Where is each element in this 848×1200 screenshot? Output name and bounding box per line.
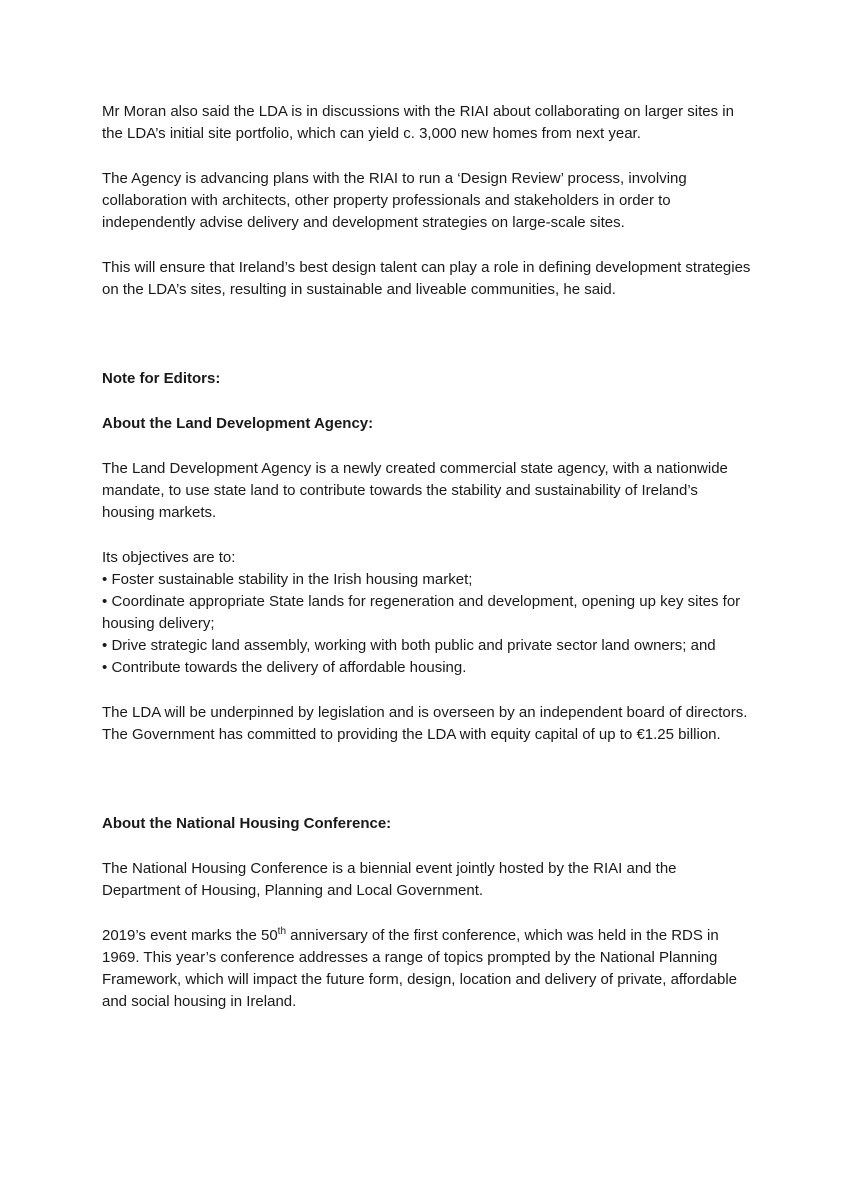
objectives-list — [102, 569, 752, 679]
list-item — [102, 591, 752, 635]
bullet-icon: • — [102, 593, 108, 610]
objective-text: Foster sustainable stability in the Irish housing market; — [111, 571, 473, 588]
bullet-icon: • — [102, 637, 108, 654]
list-item — [102, 657, 752, 679]
list-item — [102, 635, 752, 657]
ordinal-superscript: th — [277, 926, 287, 937]
objective-text: Coordinate appropriate State lands for regeneration and development, opening up key sites for housing delivery; — [102, 593, 741, 632]
anniversary-text-end: anniversary of the first conference, which was held in the RDS in 1969. This year’s conference addresses a range of topics prompted by the National Planning Framework, which will impact the future form, design, location and delivery of private, affordable and social housing in Ireland. — [102, 927, 738, 1010]
nhc-description-paragraph: The National Housing Conference is a biennial event jointly hosted by the RIAI and the Department of Housing, Planning and Local Government. — [102, 860, 677, 899]
intro-paragraph-1: Mr Moran also said the LDA is in discussions with the RIAI about collaborating on larger sites in the LDA’s initial site portfolio, which can yield c. 3,000 new homes from next year. — [102, 103, 734, 142]
editors-note-heading: Note for Editors: — [102, 370, 221, 387]
nhc-section-heading: About the National Housing Conference: — [102, 815, 392, 832]
anniversary-text-start: 2019’s event marks the 50 — [102, 927, 278, 944]
bullet-icon: • — [102, 571, 108, 588]
lda-section-heading: About the Land Development Agency: — [102, 415, 374, 432]
lda-description-paragraph: The Land Development Agency is a newly created commercial state agency, with a nationwide mandate, to use state land to contribute towards the stability and sustainability of Ireland’s housing markets. — [102, 460, 728, 521]
intro-paragraph-2: The Agency is advancing plans with the RIAI to run a ‘Design Review’ process, involving collaboration with architects, other property professionals and stakeholders in order to independently advise delivery and development strategies on large-scale sites. — [102, 170, 687, 231]
objective-text: Contribute towards the delivery of affordable housing. — [111, 659, 467, 676]
objectives-intro: Its objectives are to: — [102, 549, 236, 566]
intro-paragraph-3: This will ensure that Ireland’s best design talent can play a role in defining development strategies on the LDA’s sites, resulting in sustainable and liveable communities, he said. — [102, 259, 751, 298]
bullet-icon: • — [102, 659, 108, 676]
lda-legislation-paragraph: The LDA will be underpinned by legislation and is overseen by an independent board of directors. The Government has committed to providing the LDA with equity capital of up to €1.25 billion. — [102, 704, 748, 743]
objective-text: Drive strategic land assembly, working with both public and private sector land owners; and — [111, 637, 716, 654]
nhc-anniversary-paragraph — [102, 925, 752, 1013]
document-body — [102, 101, 752, 1013]
list-item — [102, 569, 752, 591]
